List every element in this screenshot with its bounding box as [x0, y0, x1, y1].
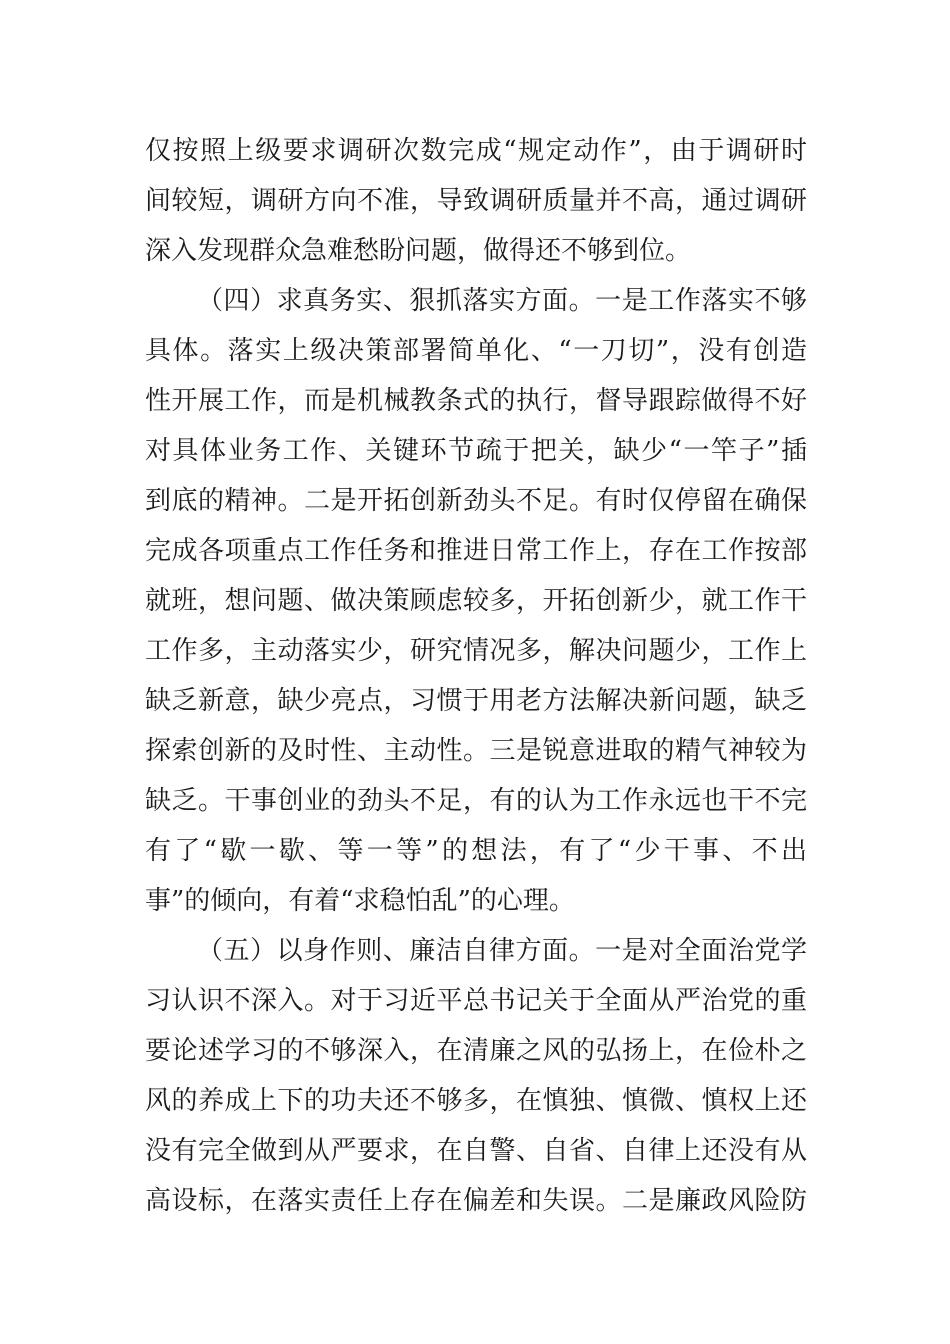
- text-line-5: 具体。落实上级决策部署简单化、“一刀切”，没有创造: [145, 336, 807, 366]
- text-line-15: 有了“歇一歇、等一等”的想法，有了“少干事、不出: [145, 836, 807, 866]
- text-line-1: 仅按照上级要求调研次数完成“规定动作”，由于调研时: [145, 136, 807, 166]
- text-line-19: 要论述学习的不够深入，在清廉之风的弘扬上，在俭朴之: [145, 1036, 807, 1066]
- text-line-8: 到底的精神。二是开拓创新劲头不足。有时仅停留在确保: [145, 486, 807, 516]
- document-body: [145, 126, 807, 1226]
- text-line-16: 事”的倾向，有着“求稳怕乱”的心理。: [145, 886, 575, 916]
- paragraph-4-heading-line: （四）求真务实、狠抓落实方面。一是工作落实不够: [197, 286, 807, 316]
- text-line-12: 缺乏新意，缺少亮点，习惯于用老方法解决新问题，缺乏: [145, 686, 807, 716]
- text-line-11: 工作多，主动落实少，研究情况多，解决问题少，工作上: [145, 636, 807, 666]
- text-line-18: 习认识不深入。对于习近平总书记关于全面从严治党的重: [145, 986, 807, 1016]
- text-line-14: 缺乏。干事创业的劲头不足，有的认为工作永远也干不完: [145, 786, 807, 816]
- text-line-13: 探索创新的及时性、主动性。三是锐意进取的精气神较为: [145, 736, 807, 766]
- text-line-7: 对具体业务工作、关键环节疏于把关，缺少“一竿子”插: [145, 436, 807, 466]
- text-line-3: 深入发现群众急难愁盼问题，做得还不够到位。: [145, 236, 692, 266]
- text-line-21: 没有完全做到从严要求，在自警、自省、自律上还没有从: [145, 1136, 807, 1166]
- text-line-20: 风的养成上下的功夫还不够多，在慎独、慎微、慎权上还: [145, 1086, 807, 1116]
- text-line-2: 间较短，调研方向不准，导致调研质量并不高，通过调研: [145, 186, 807, 216]
- text-line-10: 就班，想问题、做决策顾虑较多，开拓创新少，就工作干: [145, 586, 807, 616]
- paragraph-5-heading-line: （五）以身作则、廉洁自律方面。一是对全面治党学: [197, 936, 807, 966]
- text-line-22: 高设标，在落实责任上存在偏差和失误。二是廉政风险防: [145, 1186, 807, 1216]
- text-line-6: 性开展工作，而是机械教条式的执行，督导跟踪做得不好: [145, 386, 807, 416]
- text-line-9: 完成各项重点工作任务和推进日常工作上，存在工作按部: [145, 536, 807, 566]
